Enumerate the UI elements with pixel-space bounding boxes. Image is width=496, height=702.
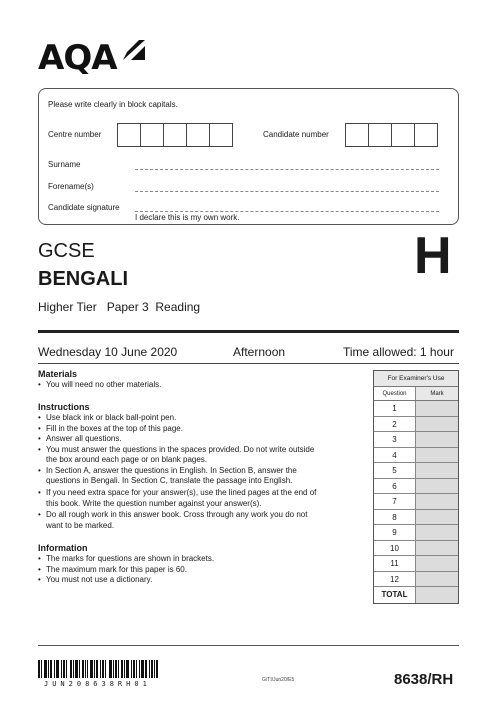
candidate-number-boxes[interactable] <box>345 123 437 147</box>
instruction-item: • Fill in the boxes at the top of this page. <box>38 423 183 433</box>
paper-code: 8638/RH <box>394 671 454 688</box>
forenames-field[interactable] <box>135 191 439 192</box>
table-row: 4 <box>374 448 458 464</box>
examiner-table-title: For Examiner's Use <box>374 371 458 387</box>
divider <box>38 363 459 364</box>
materials-heading: Materials <box>38 369 78 379</box>
mark-cell[interactable] <box>416 401 458 416</box>
mark-cell[interactable] <box>416 432 458 447</box>
total-mark-cell[interactable] <box>416 587 458 603</box>
mark-cell[interactable] <box>416 494 458 509</box>
cover-reference: G/TI/Jun20/E5 <box>262 677 295 683</box>
digit-box[interactable] <box>345 123 369 147</box>
digit-box[interactable] <box>117 123 141 147</box>
mark-cell[interactable] <box>416 479 458 494</box>
table-row: 9 <box>374 525 458 541</box>
instruction-item: • You must answer the questions in the spaces provided. Do not write outside the box around each page or on blank pages. <box>38 444 315 464</box>
table-row: 8 <box>374 510 458 526</box>
candidate-details-box <box>38 88 459 225</box>
instruction-item: • Answer all questions. <box>38 434 122 443</box>
barcode <box>38 660 198 678</box>
information-heading: Information <box>38 543 88 553</box>
table-row: 3 <box>374 432 458 448</box>
tier-letter: H <box>414 227 452 285</box>
signature-field[interactable] <box>135 211 439 212</box>
mark-cell[interactable] <box>416 541 458 556</box>
digit-box[interactable] <box>186 123 210 147</box>
digit-box[interactable] <box>163 123 187 147</box>
tier-paper-label: Higher Tier Paper 3 Reading <box>38 300 201 314</box>
details-heading: Please write clearly in block capitals. <box>48 100 178 109</box>
centre-number-label: Centre number <box>48 130 102 139</box>
mark-cell[interactable] <box>416 556 458 571</box>
mark-cell[interactable] <box>416 448 458 463</box>
qualification-title: GCSE <box>38 240 95 262</box>
digit-box[interactable] <box>140 123 164 147</box>
digit-box[interactable] <box>368 123 392 147</box>
divider <box>38 330 459 333</box>
table-row: 5 <box>374 463 458 479</box>
information-item: • The marks for questions are shown in brackets. <box>38 554 215 563</box>
surname-label: Surname <box>48 160 81 169</box>
digit-box[interactable] <box>209 123 233 147</box>
leaf-icon <box>121 38 147 62</box>
exam-date: Wednesday 10 June 2020 <box>38 345 178 359</box>
digit-box[interactable] <box>414 123 438 147</box>
table-row: 11 <box>374 556 458 572</box>
candidate-number-label: Candidate number <box>263 130 329 139</box>
forenames-label: Forename(s) <box>48 182 94 191</box>
surname-field[interactable] <box>135 169 439 170</box>
instruction-item: • In Section A, answer the questions in English. In Section B, answer the questions in Bengali. In Section C, translate the passage into English. <box>38 465 297 485</box>
information-item: • You must not use a dictionary. <box>38 575 153 584</box>
instruction-item: • If you need extra space for your answer(s), use the lined pages at the end of this book. Write the question number against your answer(s). <box>38 488 317 508</box>
information-item: • The maximum mark for this paper is 60. <box>38 564 187 574</box>
table-row: 6 <box>374 479 458 495</box>
mark-cell[interactable] <box>416 510 458 525</box>
aqa-logo <box>38 38 148 78</box>
digit-box[interactable] <box>391 123 415 147</box>
centre-number-boxes[interactable] <box>117 123 232 147</box>
total-row: TOTAL <box>374 587 458 603</box>
logo-text: AQA <box>38 38 117 78</box>
mark-cell[interactable] <box>416 417 458 432</box>
instruction-item: • Use black ink or black ball-point pen. <box>38 413 177 422</box>
subject-title: BENGALI <box>38 268 128 290</box>
declaration-text: I declare this is my own work. <box>135 213 240 222</box>
mark-column-header: Mark <box>430 391 444 397</box>
materials-item: • You will need no other materials. <box>38 380 162 389</box>
mark-cell[interactable] <box>416 463 458 478</box>
time-allowed: Time allowed: 1 hour <box>343 345 454 359</box>
examiner-use-table <box>373 370 459 604</box>
table-row: 1 <box>374 401 458 417</box>
signature-label: Candidate signature <box>48 203 120 212</box>
exam-session: Afternoon <box>233 345 286 359</box>
mark-cell[interactable] <box>416 572 458 587</box>
question-column-header: Question <box>374 387 416 400</box>
examiner-table-header <box>374 387 458 401</box>
table-row: 10 <box>374 541 458 557</box>
table-row: 2 <box>374 417 458 433</box>
mark-cell[interactable] <box>416 525 458 540</box>
table-row: 7 <box>374 494 458 510</box>
divider <box>38 645 459 646</box>
table-row: 12 <box>374 572 458 588</box>
instructions-heading: Instructions <box>38 402 90 412</box>
barcode-text: JUN208638RH01 <box>44 680 151 688</box>
instruction-item: • Do all rough work in this answer book. Cross through any work you do not want to be marked. <box>38 510 308 530</box>
